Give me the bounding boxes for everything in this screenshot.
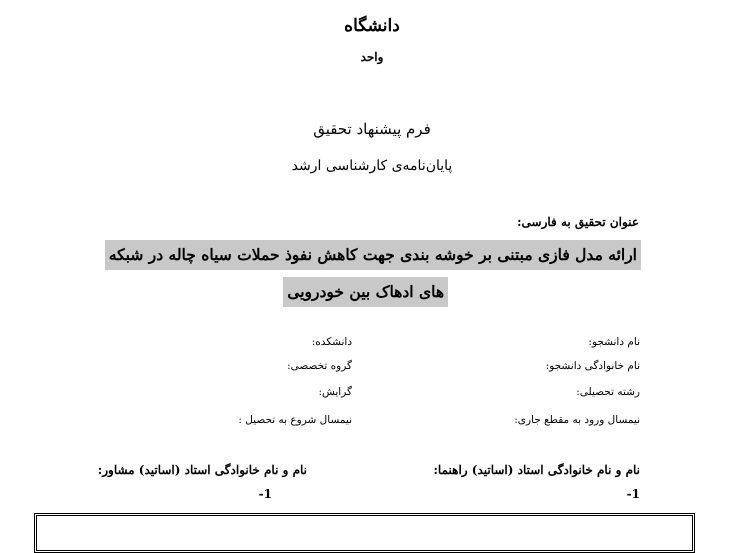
research-title-line-1: ارائه مدل فازی مبتنی بر خوشه بندی جهت کاهش نفوذ حملات سیاه چاله در شبکه <box>105 240 641 270</box>
persian-title-label: عنوان تحقیق به فارسی: <box>517 215 639 229</box>
form-subtitle: پایان‌نامه‌ی کارشناسی ارشد <box>291 158 453 174</box>
faculty-field: دانشکده: <box>311 336 352 348</box>
advisor-label: نام و نام خانوادگی استاد (اساتید) مشاور: <box>97 463 307 477</box>
research-title-line-2: های ادهاک بین خودرویی <box>283 277 448 307</box>
supervisor-label: نام و نام خانوادگی استاد (اساتید) راهنما: <box>433 463 640 477</box>
advisor-item-1: 1- <box>258 487 272 501</box>
supervisor-item-1: 1- <box>626 487 640 501</box>
department-field: گروه تخصصی: <box>287 360 352 372</box>
form-title: فرم پیشنهاد تحقیق <box>313 120 431 138</box>
start-semester-field: نیمسال شروع به تحصیل : <box>238 414 352 426</box>
university-title: دانشگاه <box>344 16 400 36</box>
bottom-bordered-box <box>34 513 695 553</box>
unit-label: واحد <box>360 50 384 64</box>
student-name-field: نام دانشجو: <box>588 336 640 348</box>
entry-semester-field: نیمسال ورود به مقطع جاری: <box>514 414 640 426</box>
orientation-field: گرایش: <box>318 386 352 398</box>
student-family-field: نام خانوادگی دانشجو: <box>545 360 640 372</box>
major-field: رشته تحصیلی: <box>576 386 640 398</box>
